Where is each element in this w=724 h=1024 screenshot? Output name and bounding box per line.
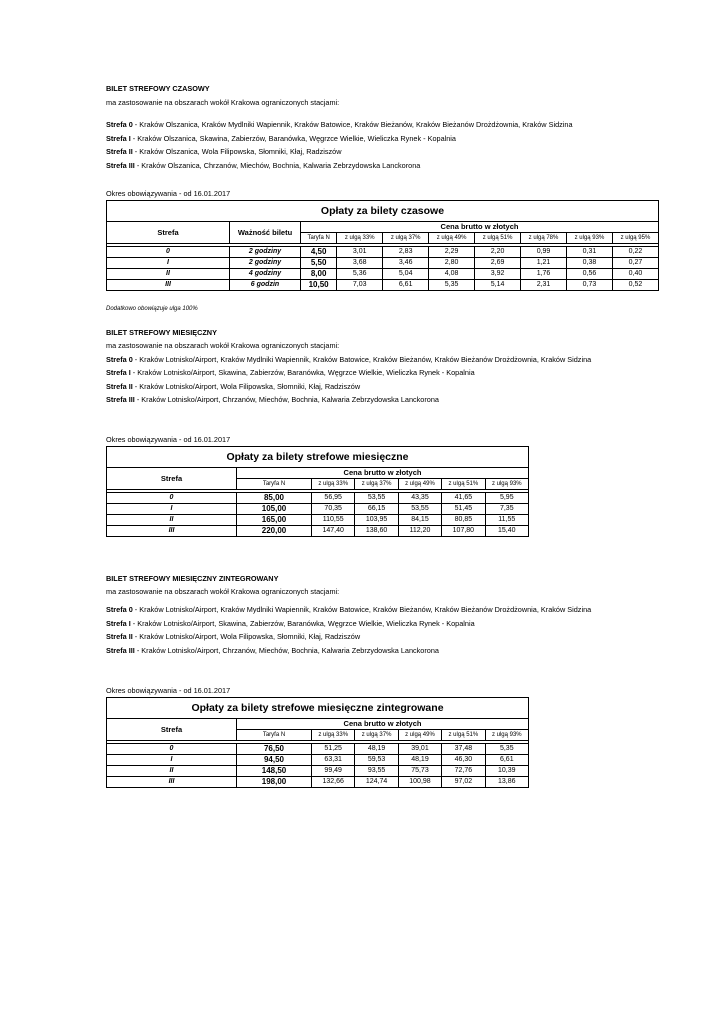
cell-valid: 2 godziny: [230, 258, 301, 269]
cell-value: 13,86: [485, 777, 528, 788]
cell-zone: II: [107, 269, 230, 280]
cell-taryfa: 10,50: [301, 280, 337, 291]
col-strefa: Strefa: [107, 719, 237, 741]
cell-value: 11,55: [485, 515, 528, 526]
table-row: [107, 515, 529, 526]
cell-taryfa: 85,00: [237, 493, 312, 504]
section-czasowy: [106, 84, 666, 171]
sub-header: z ulgą 51%: [442, 479, 485, 490]
zone-line-2: Strefa II - Kraków Lotnisko/Airport, Wola Filipowska, Słomniki, Kłaj, Radziszów: [106, 632, 361, 641]
zone-line-1: Strefa I - Kraków Lotnisko/Airport, Skawina, Zabierzów, Baranówka, Węgrzce Wielkie, Wieliczka Rynek - Kopalnia: [106, 618, 475, 628]
cell-taryfa: 148,50: [237, 766, 312, 777]
col-waznosc: Ważność biletu: [230, 222, 301, 244]
cell-zone: III: [107, 526, 237, 537]
cell-value: 2,83: [383, 247, 429, 258]
cell-taryfa: 94,50: [237, 755, 312, 766]
cell-zone: I: [107, 755, 237, 766]
col-strefa: Strefa: [107, 468, 237, 490]
cell-value: 2,20: [475, 247, 521, 258]
table-title: Opłaty za bilety strefowe miesięczne zintegrowane: [107, 698, 529, 719]
cell-value: 1,21: [521, 258, 567, 269]
cell-zone: II: [107, 766, 237, 777]
cell-value: 5,95: [485, 493, 528, 504]
cell-value: 5,14: [475, 280, 521, 291]
cell-value: 7,35: [485, 504, 528, 515]
zone-line-0: Strefa 0 - Kraków Lotnisko/Airport, Kraków Mydlniki Wapiennik, Kraków Batowice, Kraków Bieżanów, Kraków Bieżanów Drożdżownia, Kraków Sidzina: [106, 354, 592, 364]
cell-value: 15,40: [485, 526, 528, 537]
cell-value: 0,27: [612, 258, 658, 269]
col-cena: Cena brutto w złotych: [301, 222, 659, 233]
cell-zone: I: [107, 504, 237, 515]
cell-value: 3,46: [383, 258, 429, 269]
table-row: [107, 504, 529, 515]
col-strefa: Strefa: [107, 222, 230, 244]
zone-line-2: Strefa II - Kraków Olszanica, Wola Filipowska, Słomniki, Kłaj, Radziszów: [106, 147, 342, 156]
cell-value: 56,95: [312, 493, 355, 504]
cell-value: 0,52: [612, 280, 658, 291]
table-row: [107, 755, 529, 766]
sub-header: Taryfa N: [301, 233, 337, 244]
cell-valid: 2 godziny: [230, 247, 301, 258]
zone-line-1: Strefa I - Kraków Olszanica, Skawina, Zabierzów, Baranówka, Węgrzce Wielkie, Wieliczka Rynek - Kopalnia: [106, 133, 456, 143]
cell-value: 46,30: [442, 755, 485, 766]
sub-header: Taryfa N: [237, 730, 312, 741]
cell-taryfa: 4,50: [301, 247, 337, 258]
cell-value: 75,73: [398, 766, 441, 777]
sub-header: z ulgą 37%: [383, 233, 429, 244]
table-row: [107, 258, 659, 269]
cell-value: 5,35: [485, 744, 528, 755]
cell-valid: 6 godzin: [230, 280, 301, 291]
cell-zone: I: [107, 258, 230, 269]
validity-date: Okres obowiązywania - od 16.01.2017: [106, 686, 231, 695]
zone-line-3: Strefa III - Kraków Lotnisko/Airport, Chrzanów, Miechów, Bochnia, Kalwaria Zebrzydowska Lanckorona: [106, 645, 439, 655]
cell-value: 51,45: [442, 504, 485, 515]
cell-value: 51,25: [312, 744, 355, 755]
cell-value: 107,80: [442, 526, 485, 537]
cell-zone: III: [107, 777, 237, 788]
cell-valid: 4 godziny: [230, 269, 301, 280]
cell-value: 0,56: [567, 269, 613, 280]
section-intro: ma zastosowanie na obszarach wokół Krakowa ograniczonych stacjami:: [106, 587, 340, 596]
cell-taryfa: 5,50: [301, 258, 337, 269]
footnote: Dodatkowo obowiązuje ulga 100%: [106, 306, 198, 312]
sub-header: z ulgą 37%: [355, 479, 398, 490]
cell-value: 147,40: [312, 526, 355, 537]
sub-header: z ulgą 33%: [312, 479, 355, 490]
table-row: [107, 493, 529, 504]
cell-value: 53,55: [355, 493, 398, 504]
table-row: [107, 766, 529, 777]
cell-value: 53,55: [398, 504, 441, 515]
cell-value: 6,61: [383, 280, 429, 291]
cell-taryfa: 198,00: [237, 777, 312, 788]
col-cena: Cena brutto w złotych: [237, 719, 529, 730]
table-row: [107, 777, 529, 788]
cell-value: 59,53: [355, 755, 398, 766]
zone-line-0: Strefa 0 - Kraków Lotnisko/Airport, Kraków Mydlniki Wapiennik, Kraków Batowice, Kraków Bieżanów, Kraków Bieżanów Drożdżownia, Kraków Sidzina: [106, 605, 592, 614]
cell-value: 0,31: [567, 247, 613, 258]
sub-header: z ulgą 93%: [567, 233, 613, 244]
cell-value: 70,35: [312, 504, 355, 515]
cell-value: 80,85: [442, 515, 485, 526]
col-cena: Cena brutto w złotych: [237, 468, 529, 479]
sub-header: z ulgą 33%: [312, 730, 355, 741]
cell-value: 100,98: [398, 777, 441, 788]
sub-header: Taryfa N: [237, 479, 312, 490]
table-title: Opłaty za bilety czasowe: [107, 201, 659, 222]
cell-value: 6,61: [485, 755, 528, 766]
cell-taryfa: 165,00: [237, 515, 312, 526]
table-title: Opłaty za bilety strefowe miesięczne: [107, 447, 529, 468]
cell-value: 2,31: [521, 280, 567, 291]
cell-value: 124,74: [355, 777, 398, 788]
section-heading: BILET STREFOWY MIESIĘCZNY ZINTEGROWANY: [106, 574, 279, 583]
sub-header: z ulgą 93%: [485, 479, 528, 490]
cell-zone: 0: [107, 247, 230, 258]
section-intro: ma zastosowanie na obszarach wokół Krakowa ograniczonych stacjami:: [106, 98, 340, 107]
cell-value: 3,92: [475, 269, 521, 280]
zone-line-3: Strefa III - Kraków Olszanica, Chrzanów, Miechów, Bochnia, Kalwaria Zebrzydowska Lanckorona: [106, 160, 421, 170]
cell-value: 5,36: [337, 269, 383, 280]
cell-value: 4,08: [429, 269, 475, 280]
cell-value: 41,65: [442, 493, 485, 504]
sub-header: z ulgą 33%: [337, 233, 383, 244]
cell-taryfa: 220,00: [237, 526, 312, 537]
cell-value: 84,15: [398, 515, 441, 526]
cell-value: 0,38: [567, 258, 613, 269]
cell-value: 0,22: [612, 247, 658, 258]
zone-line-0: Strefa 0 - Kraków Olszanica, Kraków Mydlniki Wapiennik, Kraków Batowice, Kraków Bieżanów, Kraków Bieżanów Drożdżownia, Kraków Sidzina: [106, 120, 573, 129]
cell-value: 138,60: [355, 526, 398, 537]
section-intro: ma zastosowanie na obszarach wokół Krakowa ograniczonych stacjami:: [106, 341, 340, 350]
sub-header: z ulgą 78%: [521, 233, 567, 244]
validity-date: Okres obowiązywania - od 16.01.2017: [106, 189, 231, 198]
cell-value: 3,68: [337, 258, 383, 269]
cell-value: 0,73: [567, 280, 613, 291]
cell-value: 0,99: [521, 247, 567, 258]
cell-value: 0,40: [612, 269, 658, 280]
cell-value: 63,31: [312, 755, 355, 766]
cell-taryfa: 105,00: [237, 504, 312, 515]
cell-value: 43,35: [398, 493, 441, 504]
cell-value: 132,66: [312, 777, 355, 788]
cell-value: 48,19: [398, 755, 441, 766]
cell-value: 110,55: [312, 515, 355, 526]
section-heading: BILET STREFOWY MIESIĘCZNY: [106, 328, 217, 337]
table-row: [107, 269, 659, 280]
cell-zone: 0: [107, 493, 237, 504]
cell-value: 112,20: [398, 526, 441, 537]
table-row: [107, 247, 659, 258]
cell-value: 10,39: [485, 766, 528, 777]
fare-table-czasowe: [106, 200, 659, 291]
cell-value: 39,01: [398, 744, 441, 755]
zone-line-3: Strefa III - Kraków Lotnisko/Airport, Chrzanów, Miechów, Bochnia, Kalwaria Zebrzydowska Lanckorona: [106, 395, 439, 404]
cell-value: 48,19: [355, 744, 398, 755]
validity-date: Okres obowiązywania - od 16.01.2017: [106, 435, 231, 444]
cell-value: 2,29: [429, 247, 475, 258]
cell-value: 93,55: [355, 766, 398, 777]
cell-value: 103,95: [355, 515, 398, 526]
table-row: [107, 526, 529, 537]
sub-header: z ulgą 93%: [485, 730, 528, 741]
cell-zone: II: [107, 515, 237, 526]
sub-header: z ulgą 95%: [612, 233, 658, 244]
cell-value: 2,80: [429, 258, 475, 269]
cell-value: 72,76: [442, 766, 485, 777]
cell-value: 5,35: [429, 280, 475, 291]
cell-value: 3,01: [337, 247, 383, 258]
cell-value: 97,02: [442, 777, 485, 788]
section-zintegrowany: [106, 574, 666, 656]
cell-value: 2,69: [475, 258, 521, 269]
zone-line-1: Strefa I - Kraków Lotnisko/Airport, Skawina, Zabierzów, Baranówka, Węgrzce Wielkie, Wieliczka Rynek - Kopalnia: [106, 368, 475, 377]
table-row: [107, 744, 529, 755]
cell-value: 5,04: [383, 269, 429, 280]
zone-line-2: Strefa II - Kraków Lotnisko/Airport, Wola Filipowska, Słomniki, Kłaj, Radziszów: [106, 381, 361, 391]
sub-header: z ulgą 51%: [475, 233, 521, 244]
sub-header: z ulgą 49%: [429, 233, 475, 244]
cell-taryfa: 76,50: [237, 744, 312, 755]
section-heading: BILET STREFOWY CZASOWY: [106, 84, 210, 93]
cell-value: 37,48: [442, 744, 485, 755]
fare-table-zintegrowane: [106, 697, 529, 788]
cell-value: 1,76: [521, 269, 567, 280]
cell-zone: 0: [107, 744, 237, 755]
sub-header: z ulgą 49%: [398, 479, 441, 490]
fare-table-miesieczne: [106, 446, 529, 537]
sub-header: z ulgą 49%: [398, 730, 441, 741]
cell-value: 7,03: [337, 280, 383, 291]
cell-value: 99,49: [312, 766, 355, 777]
sub-header: z ulgą 37%: [355, 730, 398, 741]
cell-taryfa: 8,00: [301, 269, 337, 280]
cell-zone: III: [107, 280, 230, 291]
section-miesieczny: [106, 328, 666, 405]
sub-header: z ulgą 51%: [442, 730, 485, 741]
table-row: [107, 280, 659, 291]
cell-value: 66,15: [355, 504, 398, 515]
